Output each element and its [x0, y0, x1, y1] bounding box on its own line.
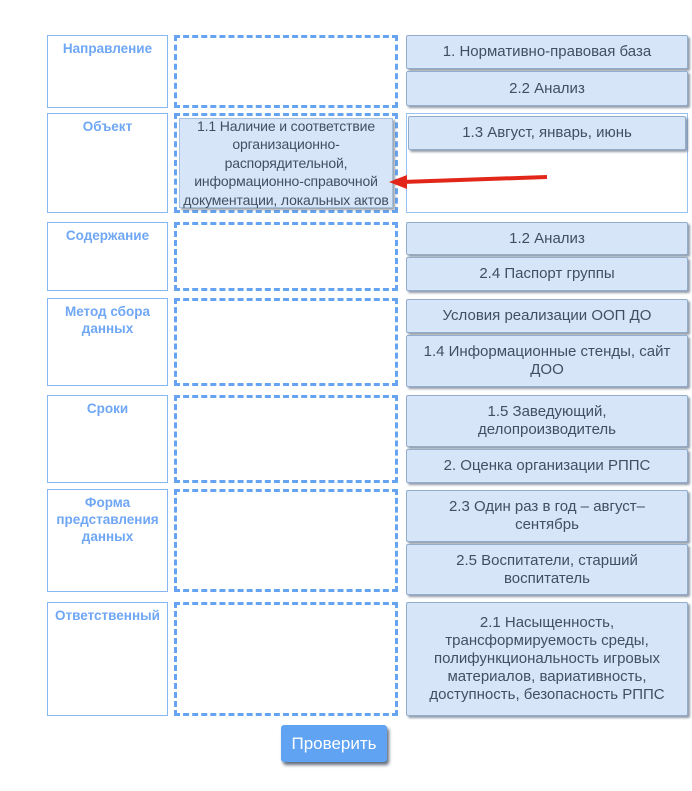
answer-card[interactable]	[406, 395, 688, 447]
check-button[interactable]: Проверить	[281, 725, 387, 762]
placed-answer-text: 1.1 Наличие и соответствие организационно-распорядительной, информационно-справочной документации, локальных актов	[183, 117, 389, 208]
answer-card[interactable]	[406, 257, 688, 291]
answer-card-text: 2.1 Насыщенность, трансформируемость среды, полифункциональность игровых материалов, вариативность, доступность, безопасность РППС	[429, 614, 665, 703]
answer-card-text: 2.4 Паспорт группы	[479, 265, 615, 282]
placed-answer-card[interactable]	[179, 118, 393, 208]
dropzone-terms[interactable]	[174, 395, 398, 483]
answer-card[interactable]	[406, 449, 688, 483]
answer-card-text: 1.2 Анализ	[509, 229, 585, 247]
category-box-object	[47, 113, 168, 213]
answer-card-text: 1.4 Информационные стенды, сайт ДОО	[423, 343, 671, 378]
dropzone-direction[interactable]	[174, 35, 398, 108]
answer-group-content	[406, 222, 688, 291]
dropzone-content[interactable]	[174, 222, 398, 291]
dropzone-data-collection-method[interactable]	[174, 298, 398, 386]
answer-card[interactable]	[406, 602, 688, 716]
category-label-responsible: Ответственный	[55, 608, 160, 623]
answer-card[interactable]	[406, 490, 688, 542]
answer-card[interactable]	[406, 335, 688, 387]
answer-card[interactable]	[406, 544, 688, 595]
category-label-direction: Направление	[62, 41, 153, 56]
answer-group-direction	[406, 35, 688, 106]
answer-card-text: 1.5 Заведующий, делопроизводитель	[478, 403, 616, 438]
answer-group-data-presentation-form	[406, 490, 688, 595]
dropzone-data-presentation-form[interactable]	[174, 489, 398, 592]
category-box-data-presentation-form	[47, 489, 168, 592]
category-box-terms	[47, 395, 168, 483]
category-label-data-presentation-form: Форма представления данных	[56, 495, 159, 544]
category-box-data-collection-method	[47, 298, 168, 386]
answer-card[interactable]	[408, 116, 686, 150]
category-label-object: Объект	[82, 119, 133, 134]
answer-card-text: 1. Нормативно-правовая база	[442, 43, 652, 60]
answer-group-data-collection-method	[406, 299, 688, 387]
dropzone-responsible[interactable]	[174, 602, 398, 716]
answer-card-text: 2.5 Воспитатели, старший воспитатель	[456, 551, 638, 587]
answer-card-text: 2.2 Анализ	[509, 79, 585, 97]
category-box-content	[47, 222, 168, 291]
dropzone-object[interactable]	[174, 113, 398, 213]
answer-source-object	[406, 113, 688, 213]
answer-card[interactable]	[406, 71, 688, 106]
answer-card-text: 2. Оценка организации РППС	[443, 457, 651, 474]
category-label-content: Содержание	[65, 228, 150, 243]
category-label-data-collection-method: Метод сбора данных	[64, 304, 151, 336]
answer-card-text: 1.3 Август, январь, июнь	[462, 124, 632, 141]
answer-card[interactable]	[406, 35, 688, 69]
answer-group-responsible	[406, 602, 688, 716]
answer-card-text: Условия реализации ООП ДО	[442, 307, 652, 324]
answer-card-text: 2.3 Один раз в год – август–сентябрь	[448, 498, 646, 533]
category-box-direction	[47, 35, 168, 108]
category-label-terms: Сроки	[86, 401, 129, 416]
answer-card[interactable]	[406, 222, 688, 255]
answer-card[interactable]	[406, 299, 688, 333]
category-box-responsible	[47, 602, 168, 716]
answer-group-terms	[406, 395, 688, 483]
